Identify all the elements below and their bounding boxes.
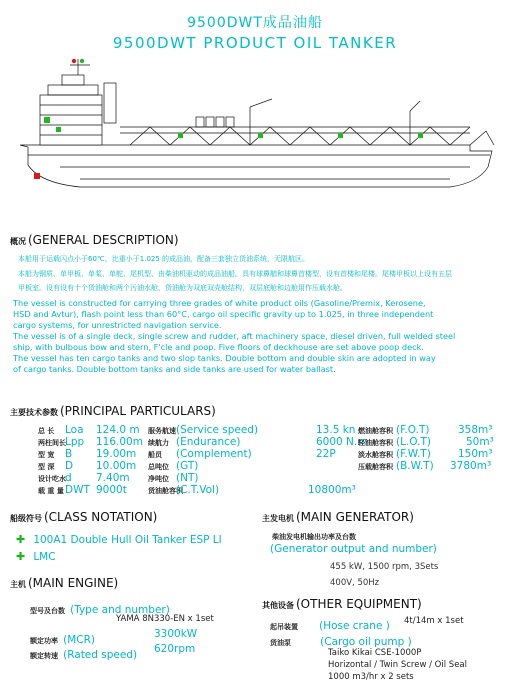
pump-label: (Cargo oil pump ) xyxy=(320,636,412,648)
lpp-value: 116.00m xyxy=(96,436,143,448)
depth-symbol: D xyxy=(65,460,74,472)
engine-type-value: YAMA 8N330-EN x 1set xyxy=(116,614,214,624)
loa-symbol: Loa xyxy=(65,424,84,436)
generator-output: 455 kW, 1500 rpm, 3Sets xyxy=(330,562,439,572)
general-en-line-5: ship, with bulbous bow and stern, F'cle and poop. Five floors of deckhouse are set above poop deck. xyxy=(13,342,424,352)
bwt-value: 3780m³ xyxy=(450,460,492,472)
service-speed-value: 13.5 kn xyxy=(316,424,356,436)
fot-label-cn: 燃油舱容积 xyxy=(358,427,393,435)
lpp-label: 两柱间长 xyxy=(38,439,66,447)
generator-label-cn: 柴油发电机输出功率及台数 xyxy=(272,533,356,541)
ship-profile-drawing xyxy=(0,55,510,195)
engine-mcr-label: (MCR) xyxy=(63,634,95,646)
generator-voltage: 400V, 50Hz xyxy=(330,578,380,588)
pump-line-1: Taiko Kikai CSE-1000P xyxy=(328,648,422,658)
dwt-label: 载 重 量 xyxy=(38,487,64,495)
general-en-line-2: HSD and Avtur), flash point less than 60°C, cargo oil specific gravity up to 1.025, in three independent xyxy=(13,309,434,319)
draft-symbol: d xyxy=(65,472,72,484)
complement-label: (Complement) xyxy=(176,448,252,460)
engine-speed-label-cn: 额定转速 xyxy=(30,652,58,660)
draft-label: 设计吃水 xyxy=(38,475,66,483)
service-speed-label: (Service speed) xyxy=(176,424,259,436)
beam-symbol: B xyxy=(65,448,73,460)
other-heading-en: (OTHER EQUIPMENT) xyxy=(296,597,422,611)
class-heading xyxy=(10,510,157,524)
dwt-symbol: DWT xyxy=(65,484,90,496)
beam-value: 19.00m xyxy=(96,448,137,460)
gt-label: (GT) xyxy=(176,460,199,472)
engine-heading xyxy=(10,576,118,590)
title-cn: 9500DWT成品油船 xyxy=(187,15,323,31)
class-heading-en: (CLASS NOTATION) xyxy=(44,510,158,524)
other-heading xyxy=(262,597,422,611)
ctvol-value: 10800m³ xyxy=(308,484,356,496)
class-item-2 xyxy=(16,545,56,564)
particulars-heading-cn: 主要技术参数 xyxy=(10,408,58,417)
lot-label-cn: 轻油舱容积 xyxy=(358,439,393,447)
general-en-line-4: The vessel is of a single deck, single screw and rudder, aft machinery space, diesel driven, full welded steel xyxy=(13,331,456,341)
crane-value: 4t/14m x 1set xyxy=(404,616,464,626)
ctvol-label-cn: 货油舱容积 xyxy=(148,487,183,495)
engine-type-label: (Type and number) xyxy=(70,604,170,616)
lot-value: 50m³ xyxy=(466,436,494,448)
fot-label: (F.O.T) xyxy=(396,424,430,436)
general-heading-en: (GENERAL DESCRIPTION) xyxy=(28,233,179,247)
fwt-label-cn: 淡水舱容积 xyxy=(358,451,393,459)
depth-value: 10.00m xyxy=(96,460,137,472)
fwt-value: 150m³ xyxy=(458,448,493,460)
depth-label: 型 深 xyxy=(38,463,55,471)
pump-line-2: Horizontal / Twin Screw / Oil Seal xyxy=(328,660,467,670)
engine-heading-en: (MAIN ENGINE) xyxy=(28,576,119,590)
engine-type-label-cn: 型号及台数 xyxy=(30,607,65,615)
plus-icon: ✚ xyxy=(16,550,26,563)
engine-speed-label: (Rated speed) xyxy=(63,649,138,661)
service-speed-label-cn: 服务航速 xyxy=(148,427,176,435)
engine-speed-value: 620rpm xyxy=(154,643,196,655)
nt-label: (NT) xyxy=(176,472,199,484)
pump-label-cn: 货油泵 xyxy=(270,639,291,647)
fot-value: 358m³ xyxy=(458,424,493,436)
class-item-2-text: LMC xyxy=(33,551,56,563)
general-cn-line-1: 本船用于运载闪点小于60℃，比重小于1.025 的成品油，配备三套独立货油系统，无限航区。 xyxy=(18,255,310,263)
generator-heading-en: (MAIN GENERATOR) xyxy=(296,510,414,524)
bwt-label-cn: 压载舱容积 xyxy=(358,463,393,471)
general-heading-cn: 概况 xyxy=(10,237,26,246)
complement-label-cn: 船员 xyxy=(148,451,162,459)
class-heading-cn: 船级符号 xyxy=(10,514,42,523)
crane-label: (Hose crane ) xyxy=(319,620,390,632)
pump-line-3: 1000 m3/hr x 2 sets xyxy=(328,672,414,682)
endurance-label-cn: 续航力 xyxy=(148,439,169,447)
general-en-line-6: The vessel has ten cargo tanks and two slop tanks. Double bottom and double skin are adopted in way xyxy=(13,353,436,363)
general-en-line-1: The vessel is constructed for carrying three grades of white product oils (Gasoline/Premix, Kerosene, xyxy=(13,298,426,308)
engine-speed-row xyxy=(30,643,137,662)
plus-icon: ✚ xyxy=(16,533,26,546)
class-item-1-text: 100A1 Double Hull Oil Tanker ESP LI xyxy=(33,534,222,546)
fwt-label: (F.W.T) xyxy=(396,448,431,460)
lot-label: (L.O.T) xyxy=(396,436,431,448)
draft-value: 7.40m xyxy=(96,472,130,484)
general-en-line-7: of cargo tanks. Double bottom tanks and side tanks are used for water ballast. xyxy=(13,364,336,374)
general-cn-line-3: 甲板室。设有设有十个货油舱和两个污油水舱，货油舱为双底双壳舱结构，双层底舱和边舱用作压载水舱。 xyxy=(18,284,347,292)
engine-mcr-value: 3300kW xyxy=(154,628,198,640)
endurance-value: 6000 N.m xyxy=(316,436,368,448)
ctvol-label: (C.T.Vol) xyxy=(176,484,220,496)
particulars-heading xyxy=(10,404,216,418)
pump-row xyxy=(270,630,412,649)
complement-value: 22P xyxy=(316,448,336,460)
lpp-symbol: Lpp xyxy=(65,436,85,448)
generator-heading xyxy=(262,510,414,524)
gt-label-cn: 总吨位 xyxy=(148,463,169,471)
bwt-label: (B.W.T) xyxy=(396,460,434,472)
nt-label-cn: 净吨位 xyxy=(148,475,169,483)
engine-heading-cn: 主机 xyxy=(10,580,26,589)
general-heading xyxy=(10,233,179,247)
engine-mcr-label-cn: 额定功率 xyxy=(30,637,58,645)
crane-label-cn: 起吊装置 xyxy=(270,623,298,631)
generator-label: (Generator output and number) xyxy=(270,543,437,555)
dwt-value: 9000t xyxy=(96,484,127,496)
title-en: 9500DWT PRODUCT OIL TANKER xyxy=(112,34,398,52)
loa-label: 总 长 xyxy=(38,427,55,435)
other-heading-cn: 其他设备 xyxy=(262,601,294,610)
endurance-label: (Endurance) xyxy=(176,436,241,448)
general-cn-line-2: 本船为钢质、单甲板、单桨、单舵、尾机型、由柴油机驱动的成品油船。具有球鼻艏和球鼻首楼型，设有首楼和尾楼。尾楼甲板以上设有五层 xyxy=(18,270,452,278)
loa-value: 124.0 m xyxy=(96,424,140,436)
general-en-line-3: cargo systems, for unrestricted navigation service. xyxy=(13,320,222,330)
particulars-heading-en: (PRINCIPAL PARTICULARS) xyxy=(60,404,216,418)
generator-heading-cn: 主发电机 xyxy=(262,514,294,523)
beam-label: 型 宽 xyxy=(38,451,55,459)
